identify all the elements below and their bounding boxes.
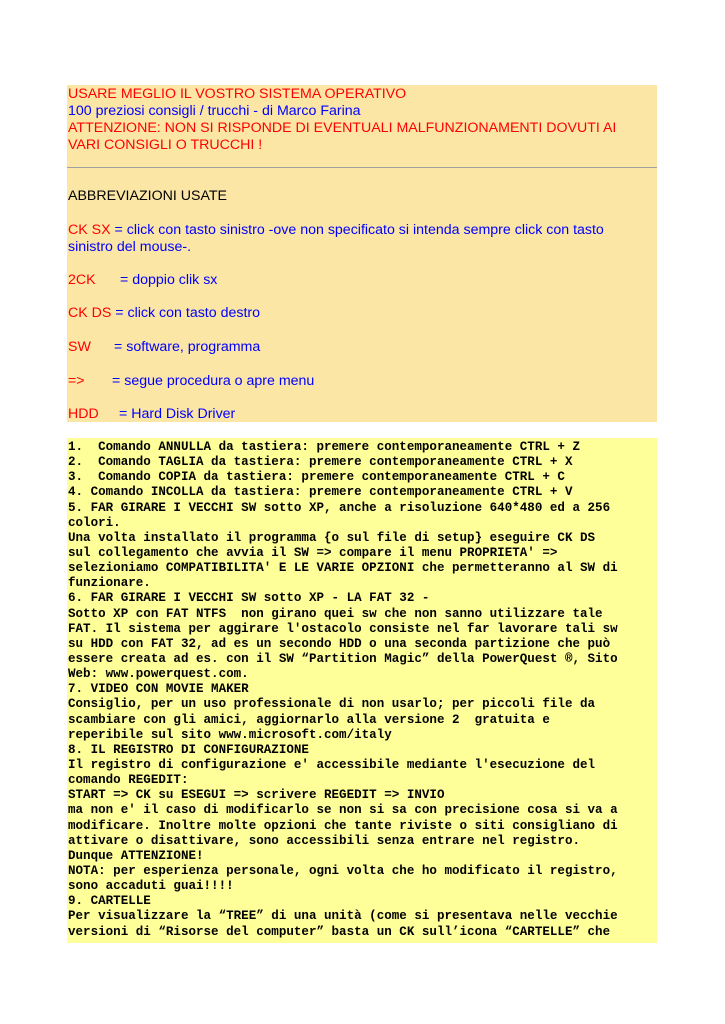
tip-line: sul collegamento che avvia il SW => compare il menu PROPRIETA' => <box>68 545 558 560</box>
tip-line: selezioniamo COMPATIBILITA' E LE VARIE OPZIONI che permetteranno al SW di <box>68 561 618 576</box>
tip-line: versioni di “Risorse del computer” basta un CK sull’icona “CARTELLE” che <box>68 924 611 939</box>
warning-line-1: ATTENZIONE: NON SI RISPONDE DI EVENTUALI MALFUNZIONAMENTI DOVUTI AI <box>68 120 617 136</box>
header-divider <box>67 167 657 168</box>
tip-line: funzionare. <box>68 576 151 591</box>
tips-list <box>68 440 668 940</box>
abbreviation-value: = click con tasto destro <box>111 305 261 321</box>
abbreviation-item <box>68 406 236 423</box>
abbreviation-value: = segue procedura o apre menu <box>112 373 315 389</box>
abbreviation-key: 2CK <box>68 272 96 288</box>
tip-line: 9. CARTELLE <box>68 894 151 909</box>
abbreviation-item <box>68 373 315 390</box>
tip-line: Sotto XP con FAT NTFS non girano quei sw che non sanno utilizzare tale <box>68 606 603 621</box>
tip-line: Web: www.powerquest.com. <box>68 667 249 682</box>
abbreviation-value: = Hard Disk Driver <box>119 406 236 422</box>
abbreviation-value: = click con tasto sinistro -ove non specificato si intenda sempre click con tasto <box>110 222 604 238</box>
tip-line: essere creata ad es. con il SW “Partition Magic” della PowerQuest ®, Sito <box>68 651 618 666</box>
tip-line: sono accaduti guai!!!! <box>68 879 234 894</box>
abbreviation-value-continued: sinistro del mouse-. <box>68 239 192 255</box>
tip-line: su HDD con FAT 32, ad es un secondo HDD o una seconda partizione che può <box>68 636 611 651</box>
abbreviation-key: SW <box>68 339 91 355</box>
tip-line: 2. Comando TAGLIA da tastiera: premere contemporaneamente CTRL + X <box>68 455 573 470</box>
tip-line: Una volta installato il programma {o sul file di setup} eseguire CK DS <box>68 530 596 545</box>
tip-line: 8. IL REGISTRO DI CONFIGURAZIONE <box>68 742 309 757</box>
tip-line: 1. Comando ANNULLA da tastiera: premere contemporaneamente CTRL + Z <box>68 440 580 454</box>
document-title: USARE MEGLIO IL VOSTRO SISTEMA OPERATIVO <box>68 86 407 102</box>
warning-line-2: VARI CONSIGLI O TRUCCHI ! <box>68 137 263 153</box>
tip-line: 4. Comando INCOLLA da tastiera: premere contemporaneamente CTRL + V <box>68 485 573 500</box>
abbreviations-heading: ABBREVIAZIONI USATE <box>68 188 227 204</box>
abbreviation-key: CK DS <box>68 305 112 321</box>
tip-line: START => CK su ESEGUI => scrivere REGEDIT => INVIO <box>68 788 445 803</box>
tip-line: comando REGEDIT: <box>68 773 189 788</box>
tip-line: ma non e' il caso di modificarlo se non si sa con precisione cosa si va a <box>68 803 618 818</box>
tip-line: Il registro di configurazione e' accessibile mediante l'esecuzione del <box>68 757 596 772</box>
abbreviation-key: CK SX <box>68 222 111 238</box>
abbreviation-key: HDD <box>68 406 99 422</box>
tip-line: colori. <box>68 515 121 530</box>
abbreviation-key: => <box>68 373 85 389</box>
abbreviation-item <box>68 222 604 239</box>
tip-line: FAT. Il sistema per aggirare l'ostacolo consiste nel far lavorare tali sw <box>68 621 618 636</box>
tip-line: Consiglio, per un uso professionale di non usarlo; per piccoli file da <box>68 697 596 712</box>
abbreviation-item <box>68 305 260 322</box>
tip-line: attivare o disattivare, sono accessibili senza entrare nel registro. <box>68 833 580 848</box>
tip-line: 6. FAR GIRARE I VECCHI SW sotto XP - LA FAT 32 - <box>68 591 430 606</box>
abbreviation-item <box>68 339 261 356</box>
tip-line: Dunque ATTENZIONE! <box>68 848 204 863</box>
tip-line: 7. VIDEO CON MOVIE MAKER <box>68 682 249 697</box>
tip-line: Per visualizzare la “TREE” di una unità (come si presentava nelle vecchie <box>68 909 618 924</box>
tip-line: scambiare con gli amici, aggiornarlo alla versione 2 gratuita e <box>68 712 550 727</box>
document-subtitle: 100 preziosi consigli / trucchi - di Marco Farina <box>68 103 361 119</box>
abbreviation-value: = software, programma <box>114 339 261 355</box>
abbreviation-item <box>68 272 218 289</box>
tip-line: reperibile sul sito www.microsoft.com/italy <box>68 727 392 742</box>
tip-line: 5. FAR GIRARE I VECCHI SW sotto XP, anche a risoluzione 640*480 ed a 256 <box>68 500 611 515</box>
tip-line: NOTA: per esperienza personale, ogni volta che ho modificato il registro, <box>68 863 618 878</box>
abbreviation-value: = doppio clik sx <box>120 272 218 288</box>
tip-line: modificare. Inoltre molte opzioni che tante riviste o siti consigliano di <box>68 818 618 833</box>
header-section <box>67 85 657 422</box>
tip-line: 3. Comando COPIA da tastiera: premere contemporaneamente CTRL + C <box>68 470 565 485</box>
